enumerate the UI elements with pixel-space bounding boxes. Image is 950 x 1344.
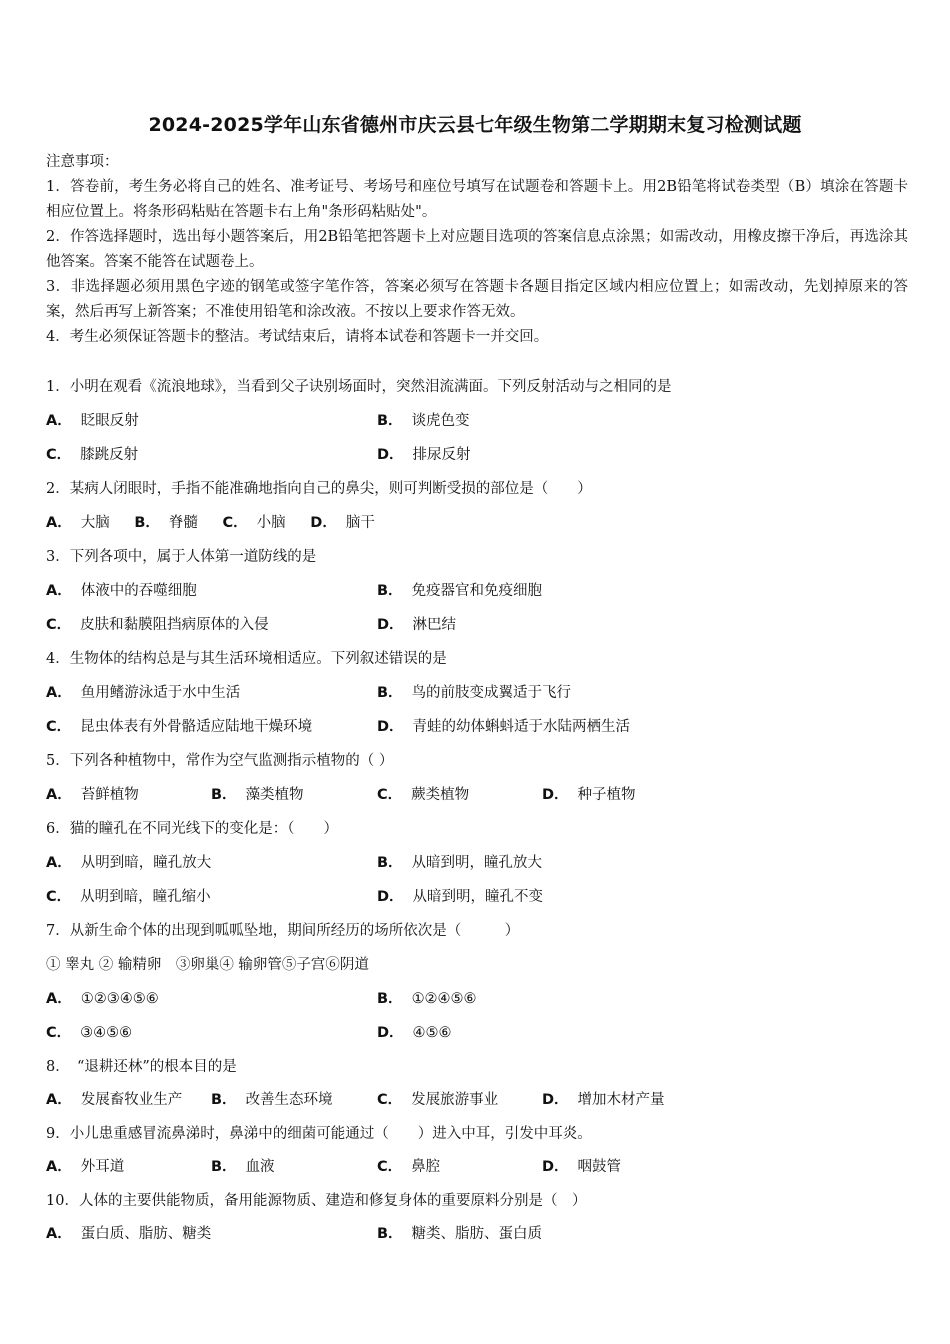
option-letter: C． <box>46 617 72 633</box>
option-text: 鼻腔 <box>411 1159 441 1175</box>
option-letter: B． <box>377 855 403 871</box>
option-text: 发展旅游事业 <box>411 1092 499 1108</box>
question-stem: 2．某病人闭眼时，手指不能准确地指向自己的鼻尖，则可判断受损的部位是（ ） <box>46 481 592 497</box>
option-text: 鱼用鳍游泳适于水中生活 <box>80 685 241 701</box>
option-text: 脊髓 <box>168 515 198 531</box>
option-text: 血液 <box>245 1159 275 1175</box>
option-letter: C． <box>46 719 72 735</box>
option-a <box>46 1222 211 1243</box>
option-b <box>211 1155 275 1176</box>
option-letter: B． <box>377 1226 403 1242</box>
option-letter: D． <box>310 515 337 531</box>
option-c <box>46 885 211 906</box>
notes-section <box>46 150 908 350</box>
option-text: 膝跳反射 <box>80 447 139 463</box>
option-letter: D． <box>542 787 569 803</box>
option-d <box>377 443 471 464</box>
option-text: 种子植物 <box>577 787 636 803</box>
option-letter: C． <box>222 515 248 531</box>
question-stem: 8． “退耕还林”的根本目的是 <box>46 1059 237 1075</box>
option-text: 改善生态环境 <box>245 1092 333 1108</box>
question-stem: 4．生物体的结构总是与其生活环境相适应。下列叙述错误的是 <box>46 651 447 667</box>
option-letter: C． <box>377 1159 403 1175</box>
option-letter: B． <box>211 787 237 803</box>
option-letter: A． <box>46 515 72 531</box>
option-text: 增加木材产量 <box>577 1092 665 1108</box>
option-text: 皮肤和黏膜阻挡病原体的入侵 <box>80 617 269 633</box>
option-letter: D． <box>377 1025 404 1041</box>
option-c <box>46 1021 132 1042</box>
option-text: 糖类、脂肪、蛋白质 <box>411 1226 543 1242</box>
option-text: 体液中的吞噬细胞 <box>80 583 197 599</box>
option-b <box>211 1088 333 1109</box>
option-b <box>377 987 477 1008</box>
option-c <box>223 515 286 531</box>
question-stem: 7．从新生命个体的出现到呱呱坠地，期间所经历的场所依次是（ ） <box>46 923 520 939</box>
option-letter: B． <box>377 583 403 599</box>
option-a <box>46 1155 124 1176</box>
option-text: 藻类植物 <box>245 787 304 803</box>
note-item: 3．非选择题必须用黑色字迹的钢笔或签字笔作答，答案必须写在答题卡各题目指定区域内相应位置上；如需改动，先划掉原来的答案，然后再写上新答案；不准使用铅笔和涂改液。不按以上要求作答无效。 <box>46 279 908 320</box>
question-stem: 6．猫的瞳孔在不同光线下的变化是：（ ） <box>46 821 338 837</box>
option-letter: A． <box>46 685 72 701</box>
note-item: 1．答卷前，考生务必将自己的姓名、准考证号、考场号和座位号填写在试题卷和答题卡上。用2B铅笔将试卷类型（B）填涂在答题卡相应位置上。将条形码粘贴在答题卡右上角"条形码粘贴处"。 <box>46 179 908 220</box>
option-letter: D． <box>377 447 404 463</box>
option-letter: B． <box>211 1159 237 1175</box>
option-letter: A． <box>46 1092 72 1108</box>
option-text: 谈虎色变 <box>411 413 470 429</box>
option-c <box>377 783 469 804</box>
option-text: 从暗到明，瞳孔放大 <box>411 855 543 871</box>
option-letter: D． <box>542 1092 569 1108</box>
option-a <box>46 851 211 872</box>
option-text: 大脑 <box>80 515 110 531</box>
option-letter: A． <box>46 413 72 429</box>
option-d <box>377 715 630 736</box>
option-b <box>377 1222 542 1243</box>
note-item: 2．作答选择题时，选出每小题答案后，用2B铅笔把答题卡上对应题目选项的答案信息点涂黑；如需改动，用橡皮擦干净后，再选涂其他答案。答案不能答在试题卷上。 <box>46 229 908 270</box>
option-b <box>377 579 542 600</box>
option-b <box>377 409 470 430</box>
option-text: 鸟的前肢变成翼适于飞行 <box>411 685 572 701</box>
option-text: 脑干 <box>345 515 375 531</box>
option-text: 淋巴结 <box>412 617 457 633</box>
option-d <box>542 783 636 804</box>
option-text: 眨眼反射 <box>80 413 139 429</box>
option-b <box>211 783 304 804</box>
option-text: 从明到暗，瞳孔放大 <box>80 855 212 871</box>
option-letter: A． <box>46 1226 72 1242</box>
inline-options <box>46 511 395 532</box>
option-a <box>46 515 110 531</box>
option-c <box>377 1155 440 1176</box>
question-stem: 5．下列各种植物中，常作为空气监测指示植物的（ ） <box>46 753 394 769</box>
option-text: ①②④⑤⑥ <box>411 991 477 1007</box>
option-letter: D． <box>377 617 404 633</box>
option-d <box>542 1155 621 1176</box>
option-a <box>46 783 139 804</box>
option-text: 蕨类植物 <box>411 787 470 803</box>
option-text: ①②③④⑤⑥ <box>80 991 159 1007</box>
option-a <box>46 579 197 600</box>
option-d <box>377 613 456 634</box>
option-letter: D． <box>377 889 404 905</box>
option-text: ④⑤⑥ <box>412 1025 452 1041</box>
option-text: 发展畜牧业生产 <box>80 1092 183 1108</box>
option-letter: A． <box>46 991 72 1007</box>
question-stem: 10．人体的主要供能物质，备用能源物质、建造和修复身体的重要原料分别是（ ） <box>46 1193 587 1209</box>
page-title: 2024-2025学年山东省德州市庆云县七年级生物第二学期期末复习检测试题 <box>148 114 802 136</box>
option-letter: C． <box>46 889 72 905</box>
option-text: 昆虫体表有外骨骼适应陆地干燥环境 <box>80 719 313 735</box>
option-b <box>134 515 198 531</box>
option-letter: D． <box>542 1159 569 1175</box>
option-letter: C． <box>46 1025 72 1041</box>
question-stem: 9．小儿患重感冒流鼻涕时，鼻涕中的细菌可能通过（ ）进入中耳，引发中耳炎。 <box>46 1126 592 1142</box>
option-a <box>46 681 240 702</box>
option-text: 从明到暗，瞳孔缩小 <box>80 889 211 905</box>
option-d <box>377 885 543 906</box>
option-text: 排尿反射 <box>412 447 471 463</box>
option-letter: C． <box>377 787 403 803</box>
option-letter: B． <box>377 685 403 701</box>
option-text: 青蛙的幼体蝌蚪适于水陆两栖生活 <box>412 719 631 735</box>
option-text: 咽鼓管 <box>577 1159 622 1175</box>
option-letter: A． <box>46 855 72 871</box>
option-letter: A． <box>46 1159 72 1175</box>
question-stem: 1．小明在观看《流浪地球》，当看到父子诀别场面时，突然泪流满面。下列反射活动与之相同的是 <box>46 379 672 395</box>
option-a <box>46 409 139 430</box>
option-d <box>310 515 375 531</box>
option-text: 外耳道 <box>80 1159 125 1175</box>
option-letter: B． <box>377 413 403 429</box>
option-text: 从暗到明，瞳孔不变 <box>412 889 544 905</box>
option-letter: A． <box>46 583 72 599</box>
option-letter: B． <box>134 515 160 531</box>
option-a <box>46 1088 182 1109</box>
option-c <box>46 443 138 464</box>
option-letter: C． <box>46 447 72 463</box>
option-letter: B． <box>211 1092 237 1108</box>
option-text: ③④⑤⑥ <box>80 1025 133 1041</box>
notes-heading: 注意事项： <box>46 154 119 170</box>
option-b <box>377 851 542 872</box>
option-c <box>46 613 269 634</box>
option-c <box>377 1088 498 1109</box>
option-text: 蛋白质、脂肪、糖类 <box>80 1226 212 1242</box>
option-text: 小脑 <box>256 515 286 531</box>
option-text: 免疫器官和免疫细胞 <box>411 583 543 599</box>
option-d <box>542 1088 665 1109</box>
option-text: 苔鲜植物 <box>80 787 139 803</box>
question-subtext: ① 睾丸 ② 输精卵 ③卵巢④ 输卵管⑤子宫⑥阴道 <box>46 957 369 973</box>
option-c <box>46 715 312 736</box>
option-letter: C． <box>377 1092 403 1108</box>
option-b <box>377 681 571 702</box>
option-d <box>377 1021 452 1042</box>
option-a <box>46 987 159 1008</box>
option-letter: B． <box>377 991 403 1007</box>
option-letter: A． <box>46 787 72 803</box>
option-letter: D． <box>377 719 404 735</box>
note-item: 4．考生必须保证答题卡的整洁。考试结束后，请将本试卷和答题卡一并交回。 <box>46 329 549 345</box>
question-stem: 3．下列各项中，属于人体第一道防线的是 <box>46 549 317 565</box>
